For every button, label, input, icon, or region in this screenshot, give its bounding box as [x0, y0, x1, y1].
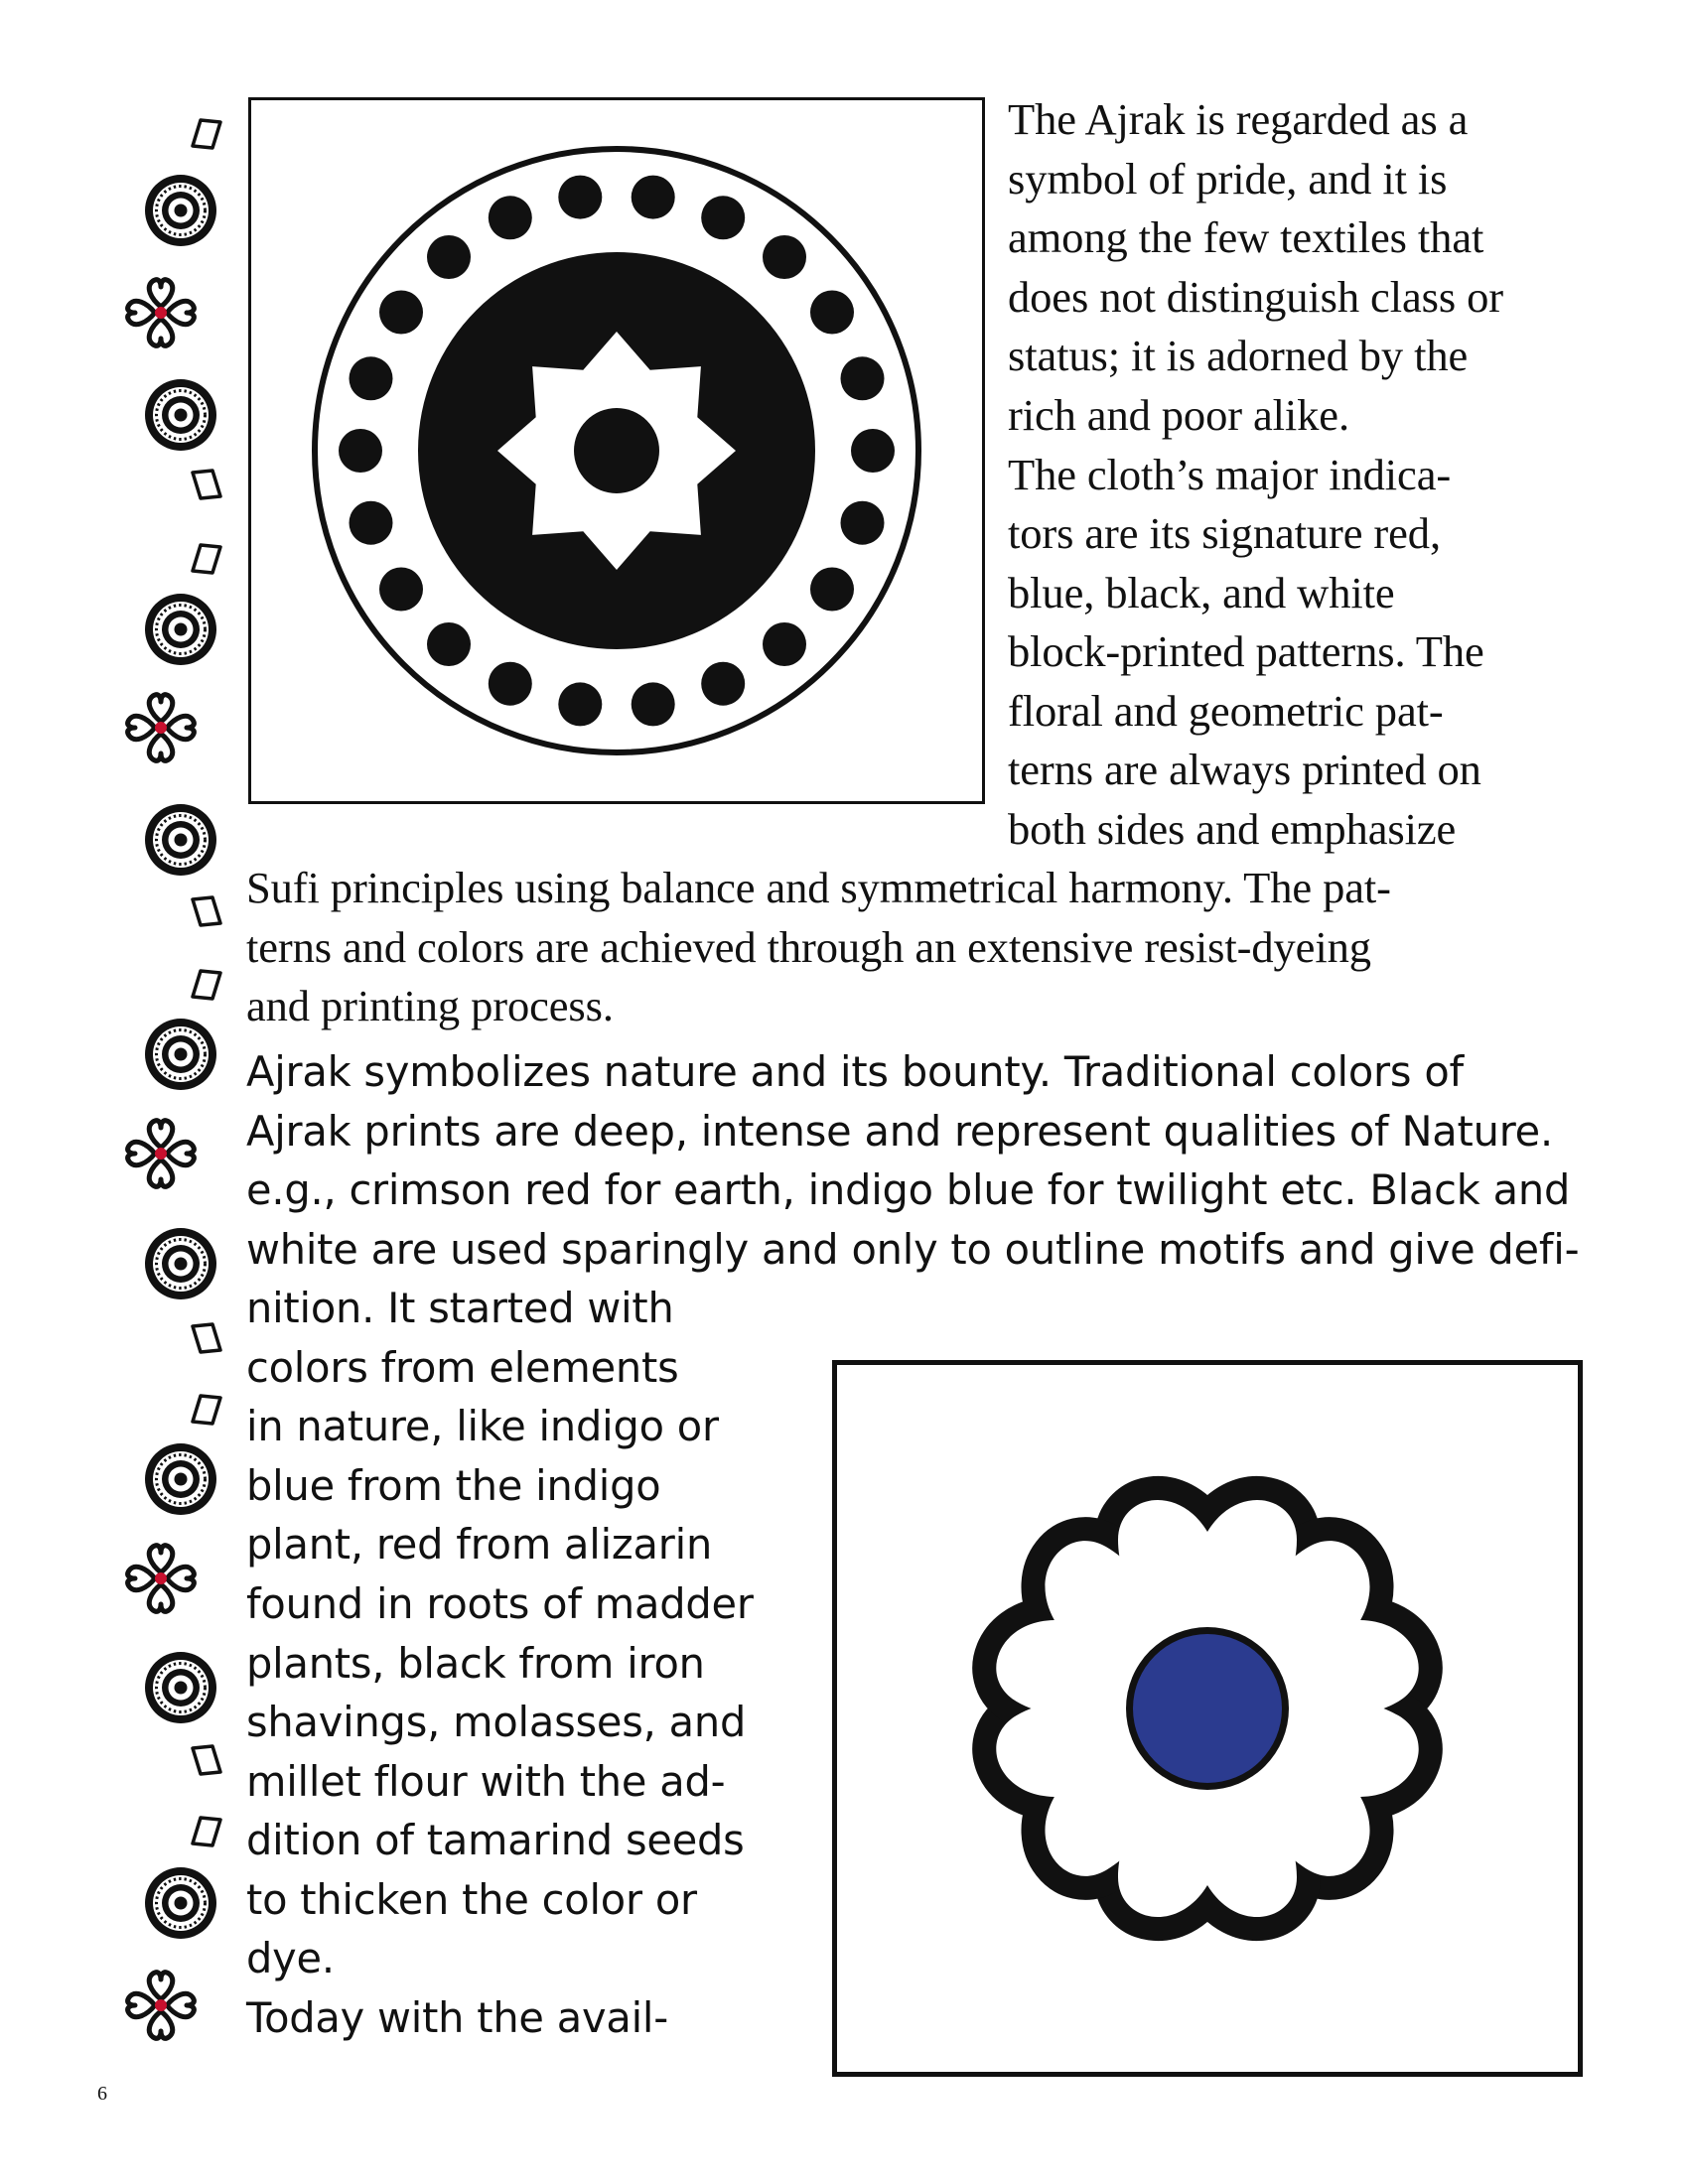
text-line: both sides and emphasize [1008, 804, 1457, 854]
flower-icon [128, 280, 195, 346]
medallion-icon [145, 1652, 216, 1723]
text-line: shavings, molasses, and [246, 1698, 747, 1746]
text-line: Sufi principles using balance and symmetrical harmony. The pat- [246, 863, 1391, 912]
medallion-icon [145, 594, 216, 665]
circle-motif-illustration [251, 100, 982, 801]
medallion-icon [145, 804, 216, 876]
ring-dot [632, 682, 675, 726]
ring-dot [763, 235, 806, 279]
ring-dot [489, 662, 532, 706]
ring-dot [379, 568, 423, 612]
text-line: colors from elements [246, 1343, 679, 1392]
ring-dot [810, 568, 854, 612]
text-line: Today with the avail- [246, 1993, 669, 2042]
text-line: plant, red from alizarin [246, 1520, 713, 1569]
ring-dot [427, 235, 471, 279]
text-line: status; it is adorned by the [1008, 331, 1469, 380]
text-line: dition of tamarind seeds [246, 1816, 745, 1864]
text-line: and printing process. [246, 981, 614, 1030]
flower-icon [128, 695, 195, 761]
ring-dot [810, 291, 854, 335]
text-line: floral and geometric pat- [1008, 686, 1444, 736]
diamond-icon [193, 1818, 220, 1845]
medallion-icon [145, 1867, 216, 1939]
flower-icon [128, 1546, 195, 1612]
text-line: block-printed patterns. The [1008, 626, 1484, 676]
ring-dot [558, 176, 602, 219]
ring-dot [558, 682, 602, 726]
diamond-icon [193, 897, 220, 925]
text-line: Ajrak symbolizes nature and its bounty. Traditional colors of [246, 1047, 1464, 1096]
text-line: The cloth’s major indica- [1008, 450, 1452, 499]
medallion-icon [145, 1228, 216, 1299]
ring-dot [350, 356, 393, 400]
diamond-icon [193, 120, 220, 148]
text-line: tors are its signature red, [1008, 508, 1441, 558]
diamond-icon [193, 1746, 220, 1774]
medallion-icon [145, 1019, 216, 1090]
ring-dot [841, 356, 885, 400]
ring-dot [489, 196, 532, 239]
ring-dot [379, 291, 423, 335]
flower-icon [128, 1973, 195, 2039]
medallion-icon [145, 379, 216, 451]
text-line: blue from the indigo [246, 1461, 661, 1510]
text-line: symbol of pride, and it is [1008, 154, 1448, 204]
ring-dot [632, 176, 675, 219]
medallion-icon [145, 1443, 216, 1515]
text-line: does not distinguish class or [1008, 272, 1503, 322]
ring-dot [701, 196, 745, 239]
text-line: to thicken the color or [246, 1875, 697, 1924]
decorative-border [109, 94, 248, 2100]
ring-dot [339, 429, 382, 473]
diamond-icon [193, 545, 220, 573]
ring-dot [851, 429, 895, 473]
flower-motif-illustration [837, 1365, 1578, 2072]
text-line: dye. [246, 1934, 335, 1982]
text-line: millet flour with the ad- [246, 1757, 726, 1806]
diamond-icon [193, 471, 220, 498]
text-line: blue, black, and white [1008, 568, 1395, 617]
ring-dot [701, 662, 745, 706]
page-number: 6 [97, 2083, 107, 2105]
circle-motif-figure [248, 97, 985, 804]
text-line: terns are always printed on [1008, 745, 1481, 794]
text-line: white are used sparingly and only to outline motifs and give defi- [246, 1225, 1580, 1274]
flower-motif-figure [832, 1360, 1583, 2077]
text-line: nition. It started with [246, 1284, 674, 1332]
text-line: rich and poor alike. [1008, 390, 1349, 440]
medallion-icon [145, 175, 216, 246]
text-line: among the few textiles that [1008, 212, 1484, 262]
diamond-icon [193, 1324, 220, 1352]
text-line: in nature, like indigo or [246, 1402, 719, 1450]
text-line: found in roots of madder [246, 1579, 754, 1628]
ring-dot [350, 501, 393, 545]
diamond-icon [193, 971, 220, 999]
text-line: terns and colors are achieved through an extensive resist-dyeing [246, 922, 1371, 972]
flower-icon [128, 1121, 195, 1187]
ring-dot [841, 501, 885, 545]
text-line: plants, black from iron [246, 1639, 705, 1688]
ring-dot [763, 622, 806, 666]
text-line: Ajrak prints are deep, intense and represent qualities of Nature. [246, 1107, 1553, 1156]
ring-dot [427, 622, 471, 666]
diamond-icon [193, 1396, 220, 1424]
text-line: e.g., crimson red for earth, indigo blue for twilight etc. Black and [246, 1165, 1571, 1214]
text-line: The Ajrak is regarded as a [1008, 94, 1469, 144]
